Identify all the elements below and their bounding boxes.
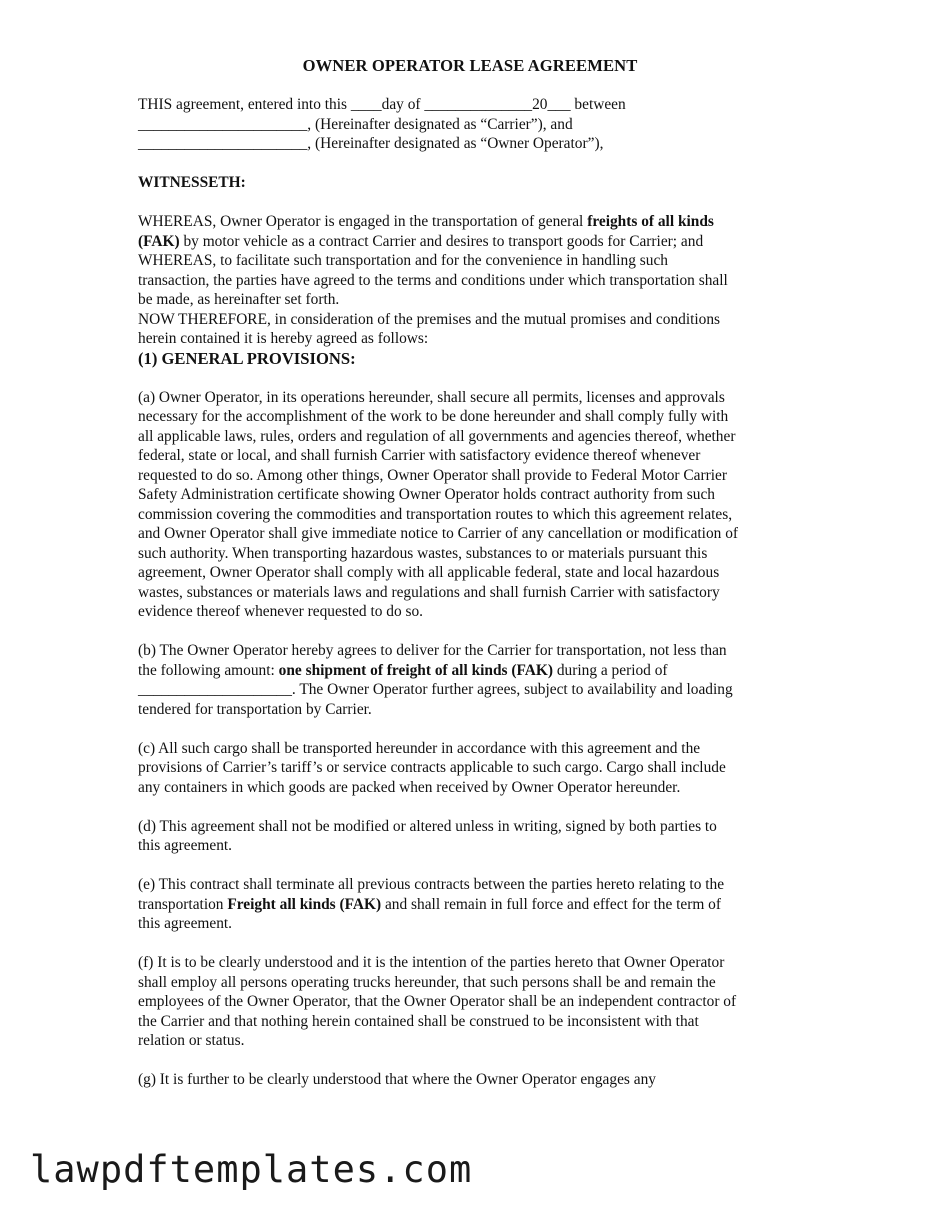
witnesseth-heading: WITNESSETH: [138,174,246,191]
paragraph-line: (f) It is to be clearly understood and it is the intention of the parties hereto that Owner Operator [138,954,725,971]
whereas-line: herein contained it is hereby agreed as follows: [138,330,429,347]
paragraph-line: agreement, Owner Operator shall comply with all applicable federal, state and local hazardous [138,564,720,581]
paragraph-line: Safety Administration certificate showing Owner Operator holds contract authority from such [138,486,715,503]
paragraph-line: federal, state or local, and shall furnish Carrier with satisfactory evidence thereof whenever [138,447,701,464]
paragraph-line: ____________________. The Owner Operator further agrees, subject to availability and loading [138,681,733,698]
intro-line: THIS agreement, entered into this ____day of ______________20___ between [138,96,626,113]
paragraph-g [138,1070,808,1090]
paragraph-line: necessary for the accomplishment of the work to be done hereunder and shall comply fully with [138,408,729,425]
whereas-paragraph [138,212,808,349]
paragraph-line: (a) Owner Operator, in its operations hereunder, shall secure all permits, licenses and approvals [138,388,725,406]
whereas-line: be made, as hereinafter set forth. [138,291,340,308]
paragraph-line: tendered for transportation by Carrier. [138,700,372,718]
paragraph-line: provisions of Carrier’s tariff’s or service contracts applicable to such cargo. Cargo shall include [138,759,726,776]
document-body [138,95,808,1090]
paragraph-b [138,641,808,719]
paragraph-f [138,953,808,1051]
paragraph-line: (e) This contract shall terminate all previous contracts between the parties hereto relating to the [138,876,725,893]
paragraph-line: and Owner Operator shall give immediate notice to Carrier of any cancellation or modification of [138,525,739,542]
intro-line: ______________________, (Hereinafter designated as “Owner Operator”), [138,135,604,152]
paragraph-line: transportation Freight all kinds (FAK) and shall remain in full force and effect for the term of [138,895,722,913]
paragraph-c [138,739,808,798]
whereas-line: WHEREAS, to facilitate such transportation and for the convenience in handling such [138,252,668,269]
paragraph-line: the following amount: one shipment of freight of all kinds (FAK) during a period of [138,661,668,679]
paragraph-line: shall employ all persons operating trucks hereunder, that such persons shall be and remain the [138,973,716,991]
whereas-line: transaction, the parties have agreed to the terms and conditions under which transportation shall [138,271,728,289]
paragraph-line: any containers in which goods are packed when received by Owner Operator hereunder. [138,778,681,796]
bold-term: one shipment of freight of all kinds (FAK) [278,661,553,679]
watermark-text: lawpdftemplates.com [30,1148,473,1191]
paragraph-line: relation or status. [138,1032,245,1049]
intro-paragraph [138,95,808,154]
paragraph-line: requested to do so. Among other things, Owner Operator shall provide to Federal Motor Carrier [138,466,727,484]
paragraph-line: (c) All such cargo shall be transported hereunder in accordance with this agreement and the [138,739,701,757]
paragraph-line: evidence thereof whenever requested to do so. [138,603,424,620]
paragraph-e [138,875,808,934]
paragraph-line: this agreement. [138,915,233,932]
paragraph-line: (d) This agreement shall not be modified or altered unless in writing, signed by both parties to [138,817,717,835]
paragraph-line: (g) It is further to be clearly understood that where the Owner Operator engages any [138,1071,656,1088]
paragraph-line: such authority. When transporting hazardous wastes, substances to or materials pursuant this [138,544,708,562]
paragraph-line: employees of the Owner Operator, that the Owner Operator shall be an independent contractor of [138,993,737,1010]
paragraph-d [138,817,808,856]
intro-line: ______________________, (Hereinafter designated as “Carrier”), and [138,115,573,133]
whereas-line: WHEREAS, Owner Operator is engaged in the transportation of general freights of all kinds [138,213,714,230]
document-title: OWNER OPERATOR LEASE AGREEMENT [302,56,638,75]
whereas-line: NOW THEREFORE, in consideration of the premises and the mutual promises and conditions [138,310,721,328]
bold-term: Freight all kinds (FAK) [227,895,382,913]
paragraph-a [138,388,808,622]
bold-term: (FAK) [138,232,180,250]
paragraph-line: wastes, substances or materials laws and regulations and shall furnish Carrier with satisfactory [138,583,720,601]
paragraph-line: the Carrier and that nothing herein contained shall be construed to be inconsistent with that [138,1012,699,1030]
section-heading-general-provisions: (1) GENERAL PROVISIONS: [138,348,356,368]
paragraph-line: all applicable laws, rules, orders and regulation of all governments and agencies thereof, whether [138,427,736,445]
paragraph-line: commission covering the commodities and transportation routes to which this agreement relates, [138,505,733,523]
whereas-line: (FAK) by motor vehicle as a contract Carrier and desires to transport goods for Carrier; and [138,232,704,250]
bold-term: freights of all kinds [587,213,714,230]
paragraph-line: this agreement. [138,837,233,854]
paragraph-line: (b) The Owner Operator hereby agrees to deliver for the Carrier for transportation, not less than [138,642,727,659]
